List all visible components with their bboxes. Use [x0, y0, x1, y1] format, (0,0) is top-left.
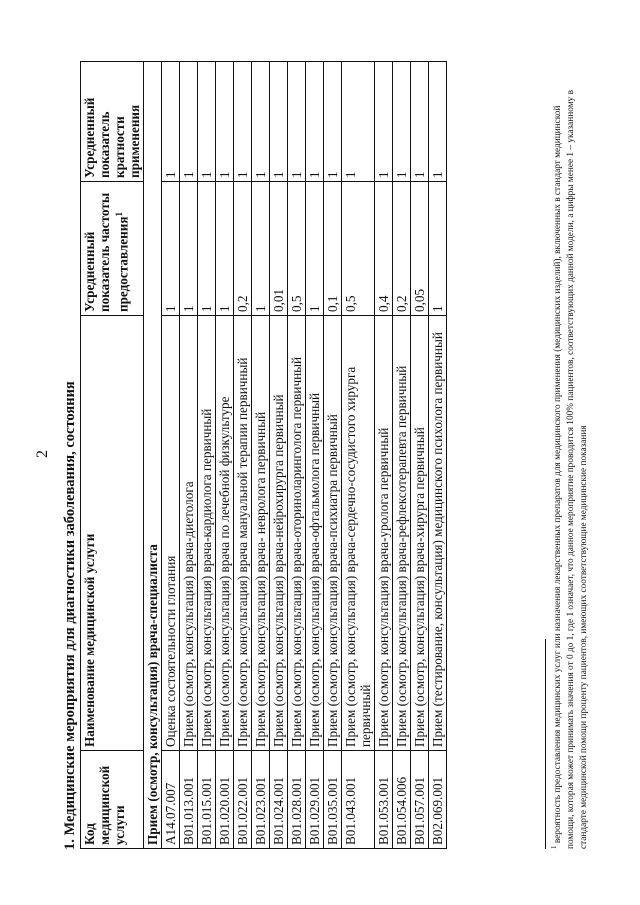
table-row — [342, 62, 375, 849]
section-title: 1. Медицинские мероприятия для диагностики заболевания, состояния — [62, 381, 78, 850]
cell-code: В01.029.001 — [306, 751, 324, 849]
footnote-text: вероятность предоставления медицинских услуг или назначения лекарственных препаратов для медицинского применения (медицинских изделий), включенных в стандарт медицинской помощи, которая может принимать значения от 0 до 1, где 1 означает, что данное мероприятие проводится 100% пациентов, соответствующих данной модели, а цифры менее 1 – указанному в стандарте медицинской помощи проценту пациентов, имеющих соответствующие медицинские показания — [553, 90, 590, 849]
cell-name: Прием (осмотр, консультация) врача-хирурга первичный — [411, 316, 429, 751]
cell-code: В01.020.001 — [216, 751, 234, 849]
cell-frequency: 0,5 — [288, 182, 306, 316]
cell-multiplicity: 1 — [252, 62, 270, 182]
cell-frequency: 1 — [429, 182, 447, 316]
cell-frequency: 1 — [252, 182, 270, 316]
cell-multiplicity: 1 — [234, 62, 252, 182]
cell-name: Прием (осмотр, консультация) врача-кардиолога первичный — [198, 316, 216, 751]
cell-frequency: 1 — [180, 182, 198, 316]
cell-name: Прием (осмотр, консультация) врача-нейрохирурга первичный — [270, 316, 288, 751]
cell-multiplicity: 1 — [342, 62, 375, 182]
footnote-divider — [545, 639, 546, 849]
cell-multiplicity: 1 — [375, 62, 393, 182]
cell-code: В02.069.001 — [429, 751, 447, 849]
header-frequency-text: Усредненный показатель частоты предоставления — [82, 192, 131, 312]
cell-multiplicity: 1 — [306, 62, 324, 182]
table-row — [270, 62, 288, 849]
table-row — [324, 62, 342, 849]
services-table — [80, 61, 447, 849]
table-header-row — [81, 62, 144, 849]
cell-name: Прием (осмотр, консультация) врача-уролога первичный — [375, 316, 393, 751]
table-row — [306, 62, 324, 849]
cell-multiplicity: 1 — [324, 62, 342, 182]
cell-name: Прием (осмотр, консультация) врача-сердечно-сосудистого хирурга первичный — [342, 316, 375, 751]
cell-frequency: 0,2 — [234, 182, 252, 316]
table-row — [252, 62, 270, 849]
cell-code: В01.013.001 — [180, 751, 198, 849]
cell-code: В01.023.001 — [252, 751, 270, 849]
table-subheading: Прием (осмотр, консультация) врача-специалиста — [144, 62, 162, 849]
cell-multiplicity: 1 — [411, 62, 429, 182]
cell-code: В01.053.001 — [375, 751, 393, 849]
table-row — [198, 62, 216, 849]
cell-frequency: 0,4 — [375, 182, 393, 316]
cell-code: В01.024.001 — [270, 751, 288, 849]
cell-code: В01.054.006 — [393, 751, 411, 849]
cell-multiplicity: 1 — [162, 62, 180, 182]
cell-frequency: 0,05 — [411, 182, 429, 316]
cell-frequency: 0,5 — [342, 182, 375, 316]
table-row — [429, 62, 447, 849]
footnote-ref: 1 — [114, 212, 124, 217]
cell-multiplicity: 1 — [216, 62, 234, 182]
footnote — [548, 89, 591, 849]
cell-code: В01.015.001 — [198, 751, 216, 849]
cell-name: Прием (осмотр, консультация) врача-офтальмолога первичный — [306, 316, 324, 751]
cell-code: В01.057.001 — [411, 751, 429, 849]
cell-frequency: 1 — [162, 182, 180, 316]
cell-name: Прием (тестирование, консультация) медицинского психолога первичный — [429, 316, 447, 751]
cell-frequency: 0,2 — [393, 182, 411, 316]
cell-name: Прием (осмотр, консультация) врача-рефлексотерапевта первичный — [393, 316, 411, 751]
table-row — [162, 62, 180, 849]
cell-code: А14.07.007 — [162, 751, 180, 849]
page-number: 2 — [34, 450, 51, 458]
header-name: Наименование медицинской услуги — [81, 316, 144, 751]
cell-name: Прием (осмотр, консультация) врача- невролога первичный — [252, 316, 270, 751]
cell-code: В01.043.001 — [342, 751, 375, 849]
table-row — [375, 62, 393, 849]
cell-frequency: 1 — [198, 182, 216, 316]
cell-multiplicity: 1 — [270, 62, 288, 182]
table-row — [411, 62, 429, 849]
cell-multiplicity: 1 — [393, 62, 411, 182]
cell-name: Прием (осмотр, консультация) врача-психиатра первичный — [324, 316, 342, 751]
cell-frequency: 0,01 — [270, 182, 288, 316]
table-subheading-row — [144, 62, 162, 849]
cell-frequency: 0,1 — [324, 182, 342, 316]
cell-multiplicity: 1 — [180, 62, 198, 182]
footnote-mark: 1 — [550, 845, 558, 849]
table-row — [393, 62, 411, 849]
cell-multiplicity: 1 — [288, 62, 306, 182]
cell-frequency: 1 — [306, 182, 324, 316]
cell-name: Прием (осмотр, консультация) врача-диетолога — [180, 316, 198, 751]
table-row — [180, 62, 198, 849]
cell-code: В01.022.001 — [234, 751, 252, 849]
cell-multiplicity: 1 — [429, 62, 447, 182]
table-row — [234, 62, 252, 849]
table-row — [216, 62, 234, 849]
header-frequency — [81, 182, 144, 316]
cell-multiplicity: 1 — [198, 62, 216, 182]
cell-name: Прием (осмотр, консультация) врача-оториноларинголога первичный — [288, 316, 306, 751]
header-multiplicity: Усредненный показатель кратности применения — [81, 62, 144, 182]
cell-code: В01.028.001 — [288, 751, 306, 849]
table-row — [288, 62, 306, 849]
cell-frequency: 1 — [216, 182, 234, 316]
cell-name: Прием (осмотр, консультация) врача по лечебной физкультуре — [216, 316, 234, 751]
cell-code: В01.035.001 — [324, 751, 342, 849]
cell-name: Прием (осмотр, консультация) врача мануальной терапии первичный — [234, 316, 252, 751]
cell-name: Оценка состоятельности глотания — [162, 316, 180, 751]
header-code: Код медицинской услуги — [81, 751, 144, 849]
